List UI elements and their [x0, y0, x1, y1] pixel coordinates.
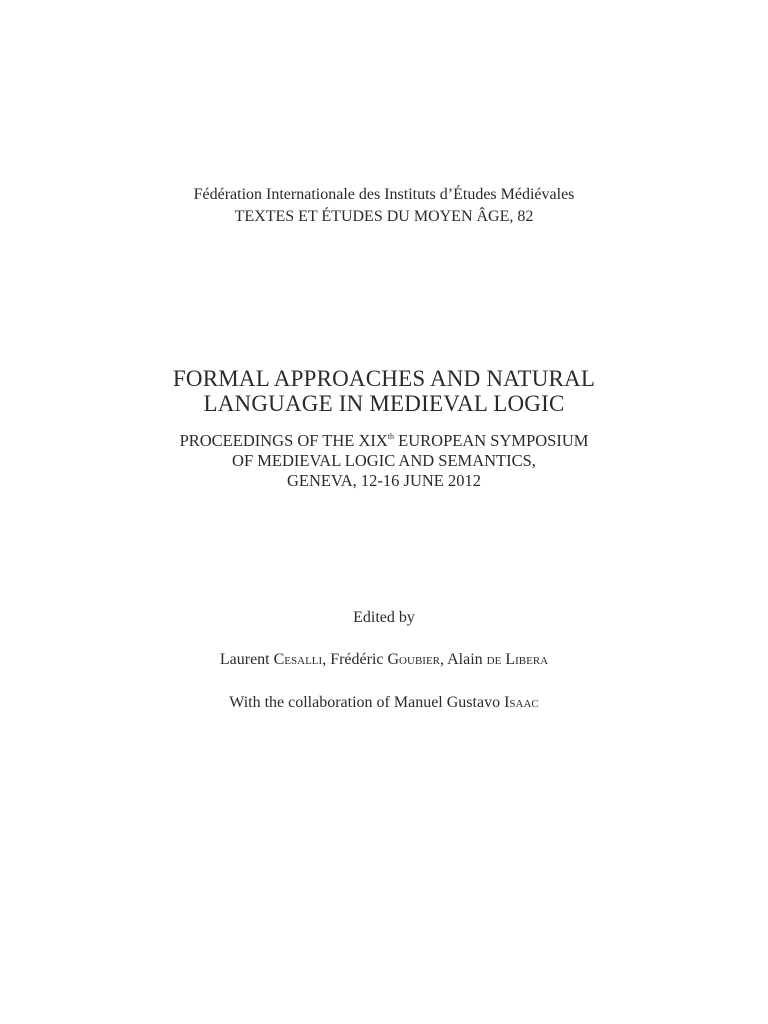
editor-separator: , [440, 651, 448, 668]
subtitle-line-3: GENEVA, 12-16 JUNE 2012 [286, 471, 482, 490]
book-title-line-1: FORMAL APPROACHES AND NATURAL [172, 366, 596, 391]
subtitle-line-2: OF MEDIEVAL LOGIC AND SEMANTICS, [232, 451, 536, 470]
editor-1-last: Cesalli [273, 651, 323, 668]
editors-list [0, 651, 768, 669]
editor-2-first: Frédéric [330, 651, 388, 668]
ordinal-superscript: th [387, 431, 395, 441]
subtitle-line-1-pre: PROCEEDINGS OF THE XIX [179, 431, 388, 450]
series-publisher: Fédération Internationale des Instituts d’Études Médiévales [193, 186, 575, 203]
subtitle-line-1-post: EUROPEAN SYMPOSIUM [394, 431, 589, 450]
collaborator-last-name: Isaac [504, 694, 539, 711]
editor-3-last: de Libera [486, 651, 549, 668]
editor-3-first: Alain [447, 651, 487, 668]
editor-2-last: Goubier [387, 651, 440, 668]
editor-1-first: Laurent [219, 651, 274, 668]
book-title-line-2: LANGUAGE IN MEDIEVAL LOGIC [203, 391, 565, 416]
edited-by-label: Edited by [353, 609, 415, 626]
series-title: TEXTES ET ÉTUDES DU MOYEN ÂGE, 82 [234, 208, 534, 225]
subtitle-line-1 [0, 431, 768, 451]
collaboration-prefix: With the collaboration of Manuel Gustavo [229, 694, 505, 711]
collaboration-line [0, 694, 768, 712]
editor-separator: , [322, 651, 331, 668]
